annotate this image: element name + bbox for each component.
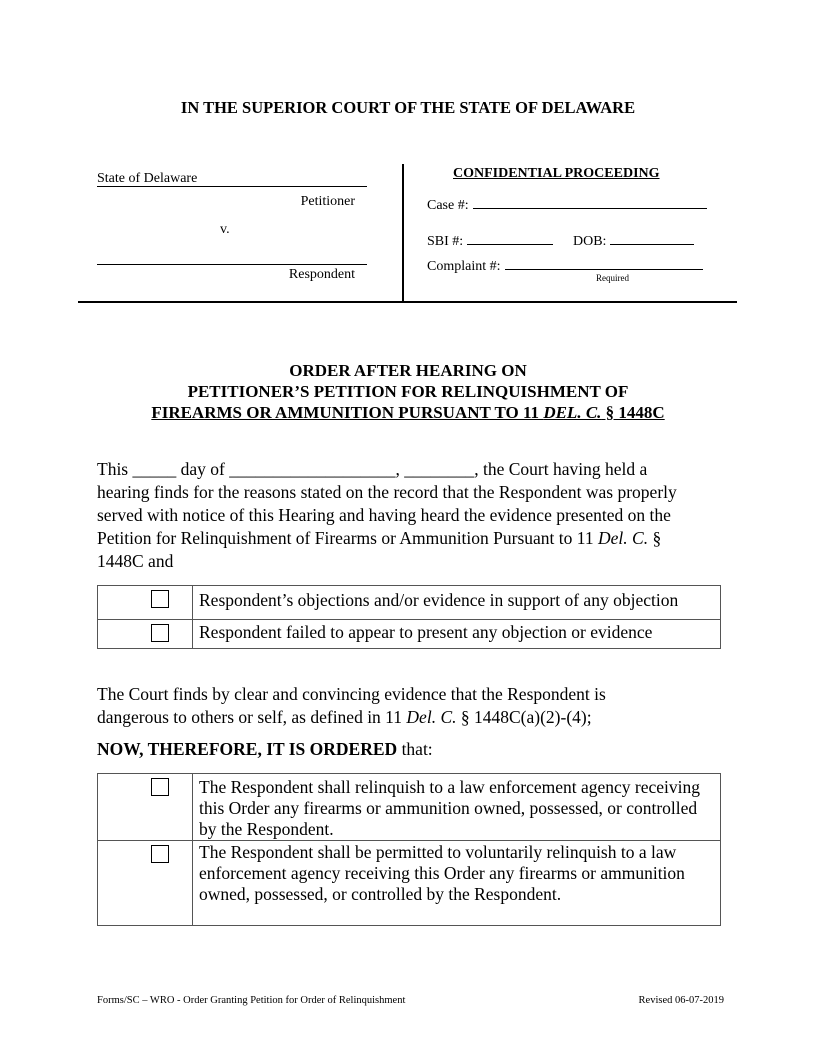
caption-rule: [78, 301, 737, 303]
option-shall-relinquish: The Respondent shall relinquish to a law enforcement agency receiving this Order any firearms or ammunition owned, possessed, or controlled by the Respondent.: [193, 774, 721, 841]
complaint-label: Complaint #:: [427, 259, 501, 274]
finding-line: dangerous to others or self, as defined in 11 Del. C. § 1448C(a)(2)-(4);: [97, 707, 592, 727]
option-failed-to-appear: Respondent failed to appear to present any objection or evidence: [193, 620, 721, 649]
intro-line: Petition for Relinquishment of Firearms or Ammunition Pursuant to 11 Del. C. §: [97, 528, 662, 548]
petitioner-name: State of Delaware: [97, 171, 198, 186]
intro-line: served with notice of this Hearing and having heard the evidence presented on the: [97, 505, 671, 525]
option-objections: Respondent’s objections and/or evidence in support of any objection: [193, 586, 721, 620]
order-heading-1: ORDER AFTER HEARING ON: [289, 361, 527, 380]
finding-line: The Court finds by clear and convincing evidence that the Respondent is: [97, 684, 606, 704]
intro-line: 1448C and: [97, 551, 174, 571]
order-heading-2: PETITIONER’S PETITION FOR RELINQUISHMENT OF: [187, 382, 629, 401]
petitioner-label: Petitioner: [300, 194, 355, 209]
dob-field[interactable]: [610, 230, 694, 245]
footer-revised: Revised 06-07-2019: [638, 995, 724, 1006]
court-title: IN THE SUPERIOR COURT OF THE STATE OF DELAWARE: [180, 98, 636, 117]
sbi-label: SBI #:: [427, 234, 464, 249]
complaint-field[interactable]: [505, 255, 703, 270]
checkbox[interactable]: [151, 624, 169, 642]
sbi-field[interactable]: [467, 230, 553, 245]
ordered-line: NOW, THEREFORE, IT IS ORDERED that:: [97, 739, 433, 759]
dob-label: DOB:: [573, 234, 607, 249]
case-field[interactable]: [473, 194, 707, 209]
intro-line: hearing finds for the reasons stated on the record that the Respondent was properly: [97, 482, 677, 502]
intro-line: This _____ day of ___________________, ________, the Court having held a: [97, 459, 648, 479]
order-options-table: [97, 773, 721, 926]
checkbox[interactable]: [151, 845, 169, 863]
footer-form-id: Forms/SC – WRO - Order Granting Petition for Order of Relinquishment: [97, 995, 406, 1006]
required-note: Required: [596, 273, 629, 283]
case-label: Case #:: [427, 198, 469, 213]
caption-divider: [402, 164, 404, 302]
hearing-options-table: [97, 585, 721, 649]
order-heading-3: FIREARMS OR AMMUNITION PURSUANT TO 11 DEL. C. § 1448C: [151, 403, 665, 422]
option-voluntarily-relinquish: The Respondent shall be permitted to voluntarily relinquish to a law enforcement agency receiving this Order any firearms or ammunition owned, possessed, or controlled by the Respondent.: [193, 841, 721, 926]
respondent-line[interactable]: [97, 264, 367, 265]
respondent-label: Respondent: [288, 267, 355, 282]
checkbox[interactable]: [151, 778, 169, 796]
checkbox[interactable]: [151, 590, 169, 608]
petitioner-line: [97, 186, 367, 187]
confidential-label: CONFIDENTIAL PROCEEDING: [453, 166, 660, 181]
versus: v.: [220, 222, 230, 237]
